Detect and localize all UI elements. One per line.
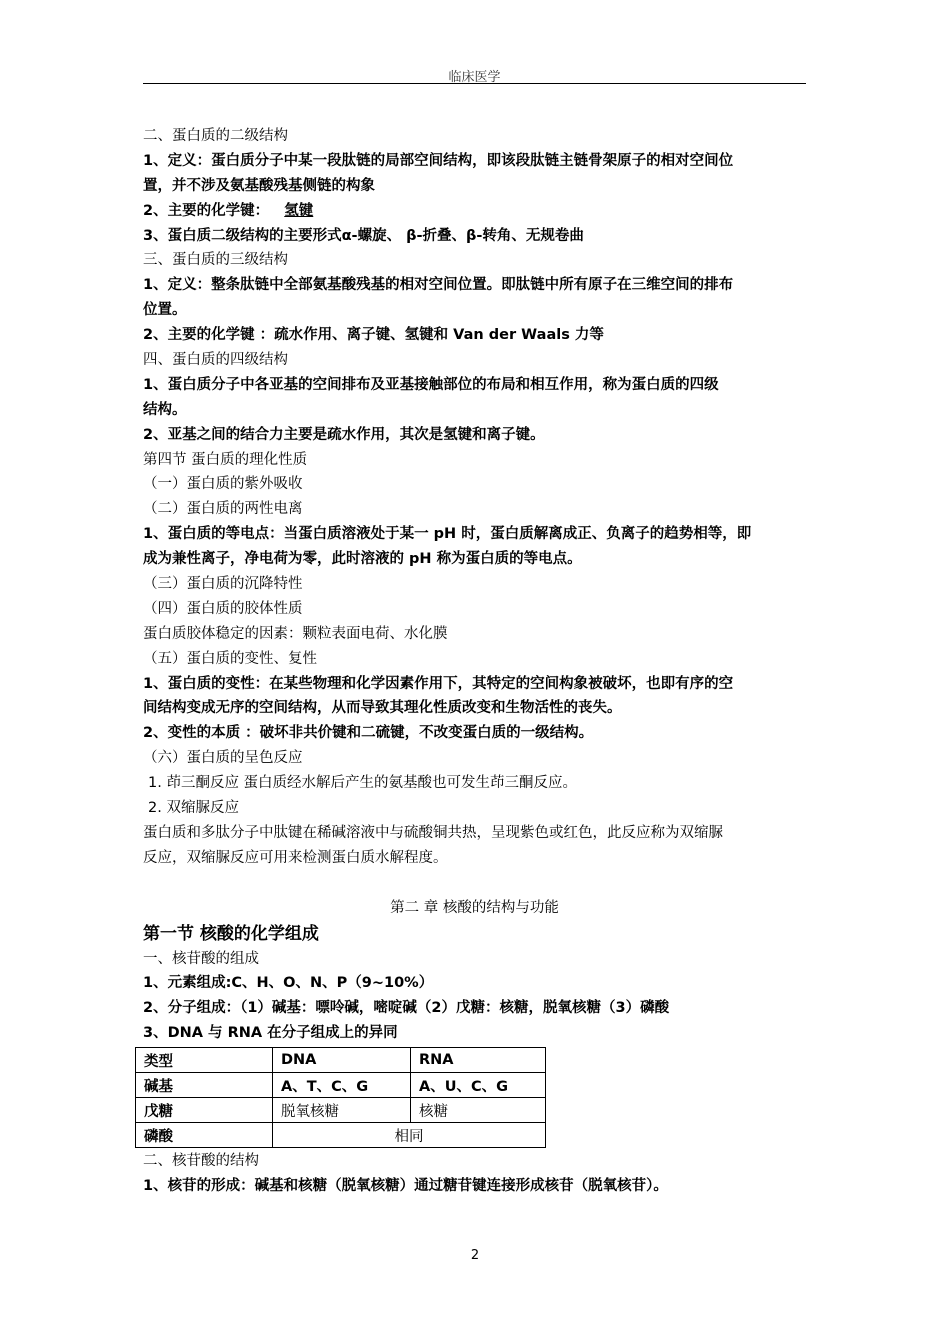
paragraph-line: 1、元素组成:C、H、O、N、P（9~10%） (143, 975, 434, 992)
document-body (143, 124, 806, 1199)
header-rule (143, 83, 806, 84)
hydrogen-bond-term: 氢键 (284, 202, 314, 219)
table-cell: 脱氧核糖 (273, 1098, 411, 1123)
paragraph-line: 1. 茚三酮反应 蛋白质经水解后产生的氨基酸也可发生茚三酮反应。 (148, 775, 578, 792)
heading-tertiary-structure: 三、蛋白质的三级结构 (143, 252, 288, 269)
paragraph-line: 1、核苷的形成：碱基和核糖（脱氧核糖）通过糖苷键连接形成核苷（脱氧核苷）。 (143, 1177, 668, 1194)
subheading: （五）蛋白质的变性、复性 (143, 650, 317, 667)
page-header: 临床医学 (448, 70, 501, 85)
chemical-bond-label: 2、主要的化学键： (143, 202, 270, 219)
subheading: （四）蛋白质的胶体性质 (143, 600, 303, 617)
subheading: 二、核苷酸的结构 (143, 1153, 259, 1170)
paragraph-line: 1、蛋白质的变性：在某些物理和化学因素作用下，其特定的空间构象被破坏，也即有序的空 (143, 675, 734, 692)
table-cell: 碱基 (136, 1073, 273, 1098)
table-cell: 磷酸 (136, 1123, 273, 1148)
heading-quaternary-structure: 四、蛋白质的四级结构 (143, 352, 288, 369)
table-cell: A、T、C、G (273, 1073, 411, 1098)
table-row (136, 1073, 546, 1098)
section-title: 第一节 核酸的化学组成 (143, 923, 319, 944)
paragraph-line: 1、定义：蛋白质分子中某一段肽链的局部空间结构，即该段肽链主链骨架原子的相对空间位 (143, 152, 734, 169)
paragraph-line: 结构。 (143, 401, 187, 418)
paragraph-line: 成为兼性离子，净电荷为零，此时溶液的 pH 称为蛋白质的等电点。 (143, 551, 582, 568)
paragraph-line: 2、变性的本质 ：破坏非共价键和二硫键，不改变蛋白质的一级结构。 (143, 725, 594, 742)
paragraph-line: 间结构变成无序的空间结构，从而导致其理化性质改变和生物活性的丧失。 (143, 700, 622, 717)
paragraph-line: 3、DNA 与 RNA 在分子组成上的异同 (143, 1025, 398, 1042)
paragraph-line: 位置。 (143, 302, 187, 319)
table-row (136, 1048, 546, 1073)
table-cell: DNA (273, 1048, 411, 1073)
subheading: 一、核苷酸的组成 (143, 950, 259, 967)
subheading: （六）蛋白质的呈色反应 (143, 750, 303, 767)
table-cell: 相同 (273, 1123, 546, 1148)
dna-rna-comparison-table (135, 1047, 546, 1148)
subheading: （二）蛋白质的两性电离 (143, 501, 303, 518)
paragraph-line: 1、定义：整条肽链中全部氨基酸残基的相对空间位置。即肽链中所有原子在三维空间的排布 (143, 277, 734, 294)
paragraph-line: 3、蛋白质二级结构的主要形式α-螺旋、 β-折叠、β-转角、无规卷曲 (143, 227, 584, 244)
paragraph-line: 反应，双缩脲反应可用来检测蛋白质水解程度。 (143, 849, 448, 866)
table-cell: A、U、C、G (411, 1073, 546, 1098)
paragraph-line: 置，并不涉及氨基酸残基侧链的构象 (143, 177, 375, 194)
paragraph-line: 2. 双缩脲反应 (148, 800, 239, 817)
paragraph-line: 1、蛋白质的等电点：当蛋白质溶液处于某一 pH 时，蛋白质解离成正、负离子的趋势相等，即 (143, 526, 752, 543)
table-cell: RNA (411, 1048, 546, 1073)
paragraph-line: 1、蛋白质分子中各亚基的空间排布及亚基接触部位的布局和相互作用，称为蛋白质的四级 (143, 376, 719, 393)
paragraph-line: 2、主要的化学键 ：疏水作用、离子键、氢键和 Van der Waals 力等 (143, 327, 604, 344)
table-row (136, 1123, 546, 1148)
chapter-title: 第二 章 核酸的结构与功能 (390, 899, 559, 916)
subheading: （一）蛋白质的紫外吸收 (143, 476, 303, 493)
section-heading: 第四节 蛋白质的理化性质 (143, 451, 308, 468)
subheading: （三）蛋白质的沉降特性 (143, 576, 303, 593)
table-cell: 戊糖 (136, 1098, 273, 1123)
table-row (136, 1098, 546, 1123)
paragraph-line: 2、亚基之间的结合力主要是疏水作用，其次是氢键和离子键。 (143, 426, 545, 443)
table-cell: 核糖 (411, 1098, 546, 1123)
table-cell: 类型 (136, 1048, 273, 1073)
heading-secondary-structure: 二、蛋白质的二级结构 (143, 128, 288, 144)
paragraph-line (143, 199, 806, 224)
page-number: 2 (470, 1248, 480, 1263)
paragraph-line: 2、分子组成：（1）碱基：嘌呤碱，嘧啶碱（2）戊糖：核糖，脱氧核糖（3）磷酸 (143, 1000, 670, 1017)
paragraph-line: 蛋白质和多肽分子中肽键在稀碱溶液中与硫酸铜共热，呈现紫色或红色，此反应称为双缩脲 (143, 824, 723, 841)
paragraph-line: 蛋白质胶体稳定的因素：颗粒表面电荷、水化膜 (143, 625, 448, 642)
